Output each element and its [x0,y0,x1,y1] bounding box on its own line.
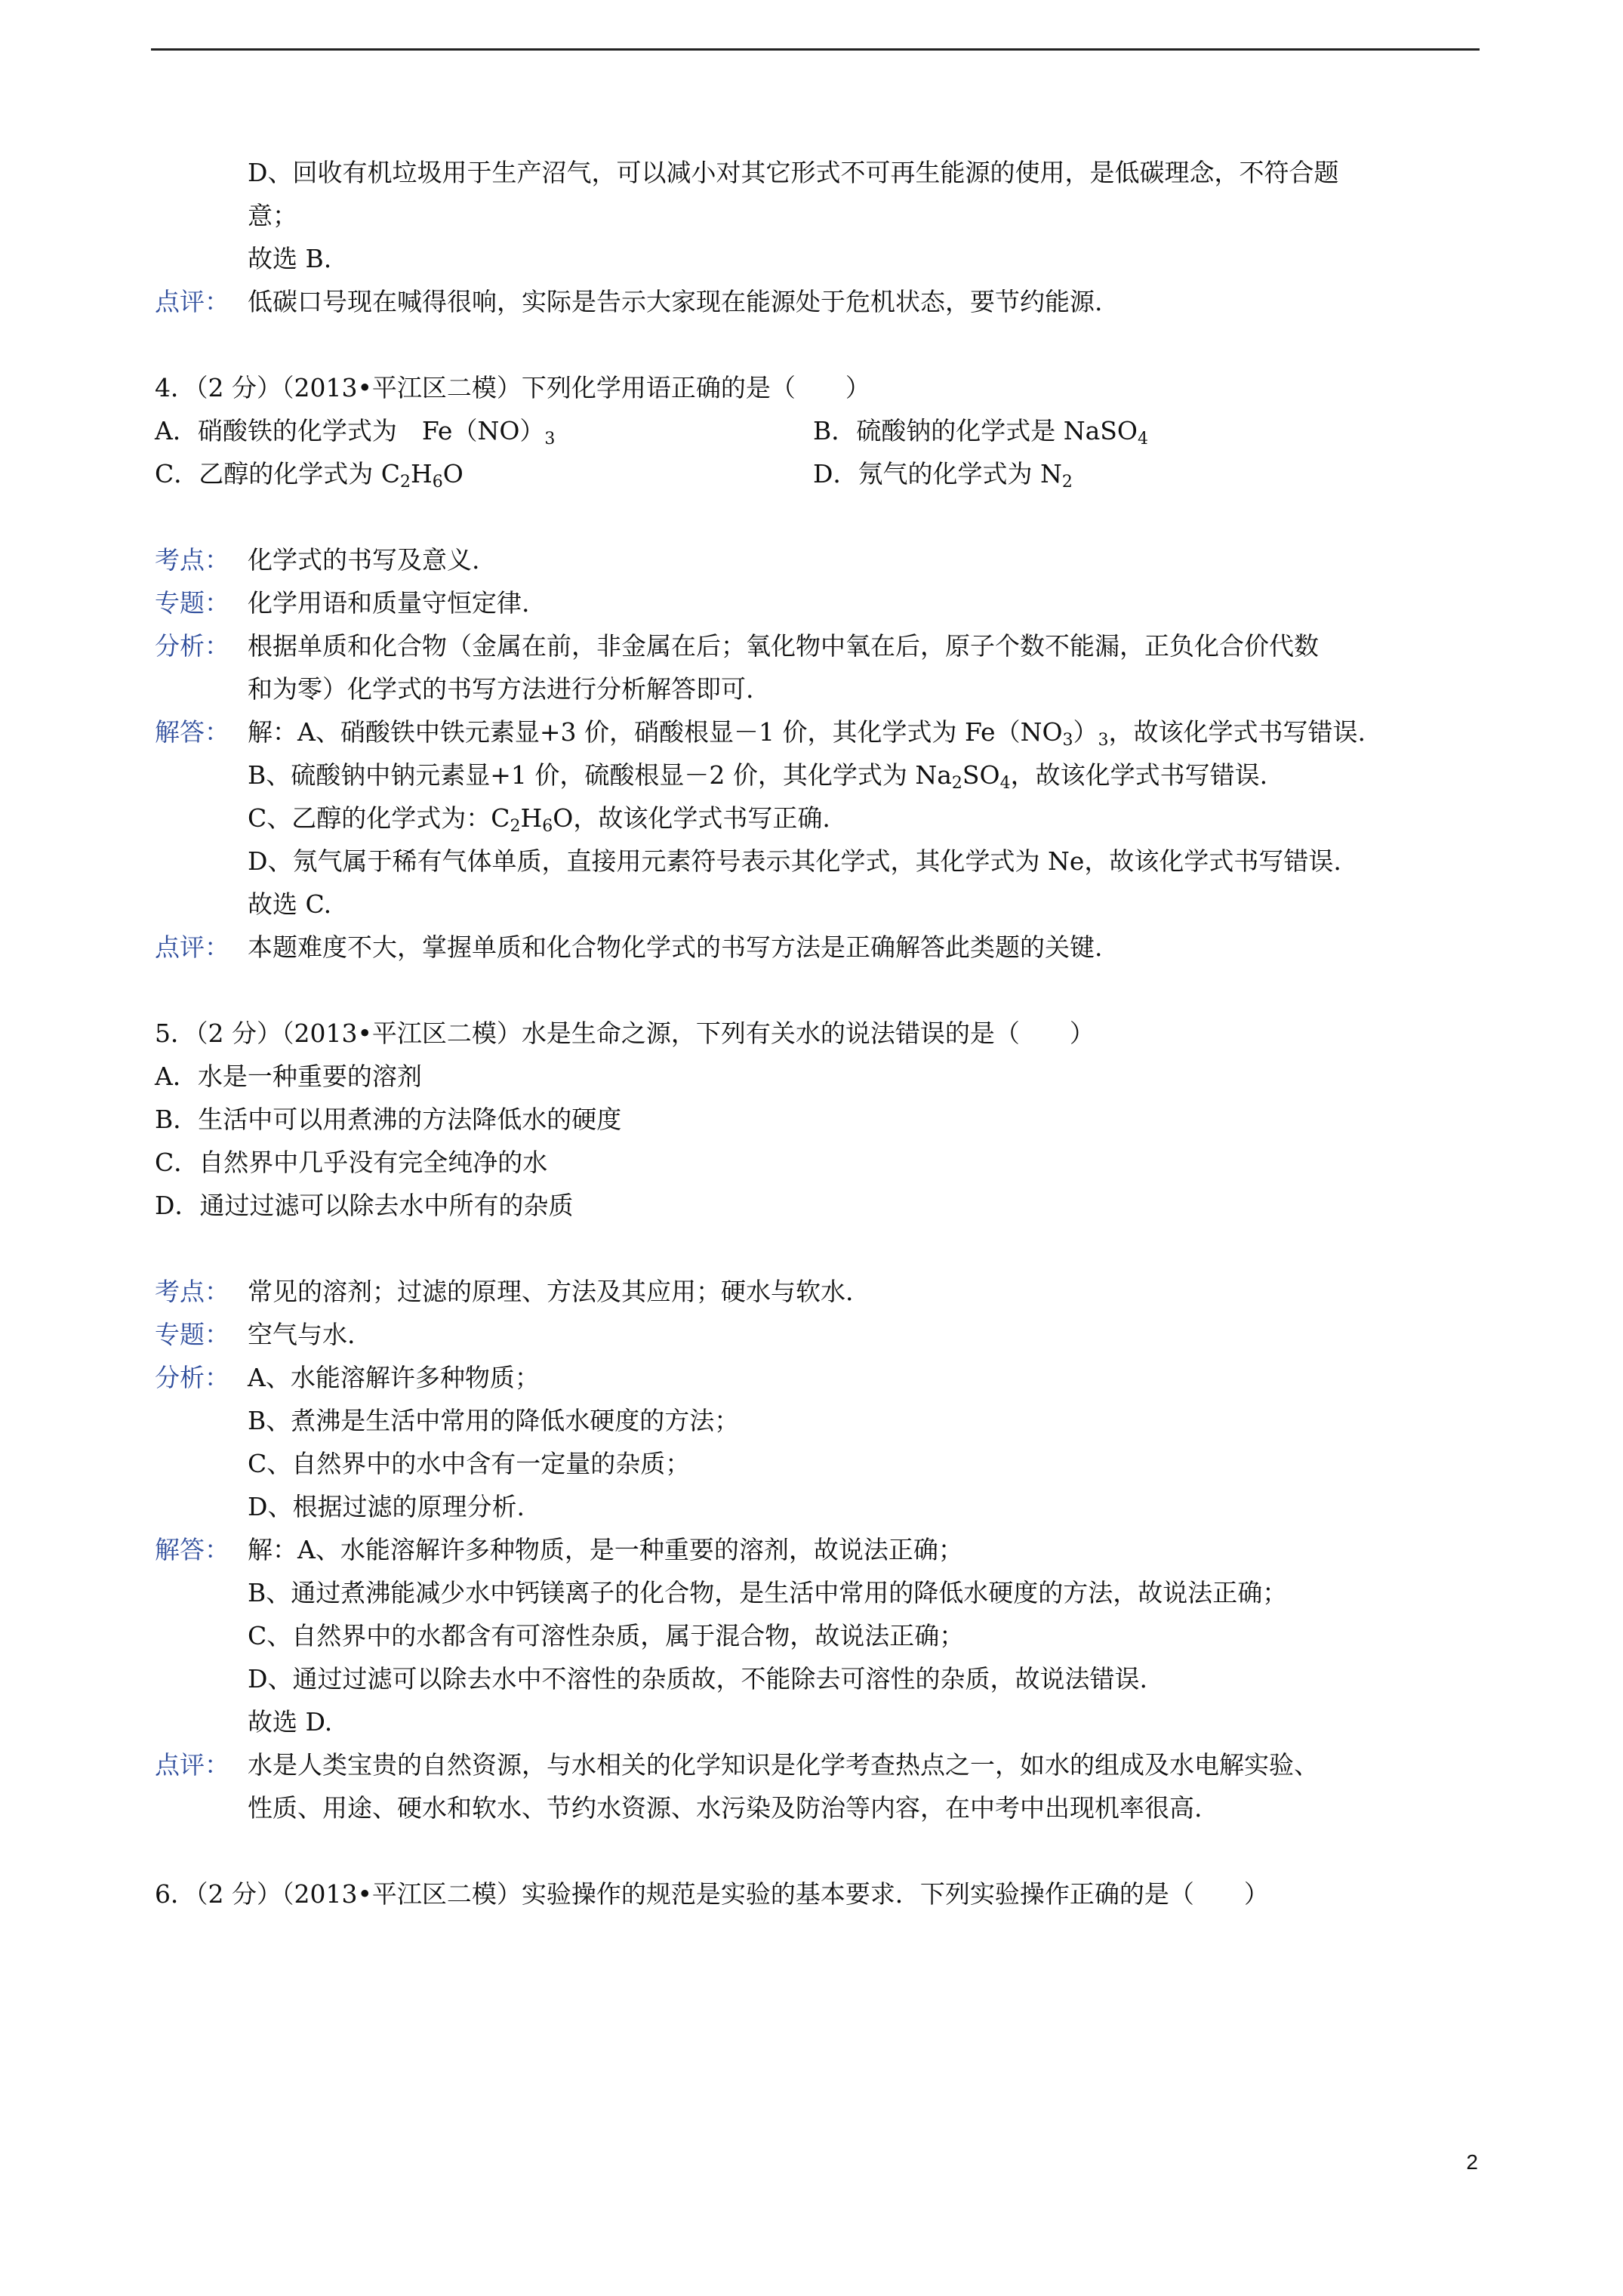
q4-answer: 故选 C. [248,889,332,919]
q5-option-c: C．自然界中几乎没有完全纯净的水 [155,1148,548,1177]
q4-jieda-c: C、乙醇的化学式为：$C_2H_6O$，故该化学式书写正确. [248,803,830,836]
q4-fenxi-cont: 和为零）化学式的书写方法进行分析解答即可. [248,674,754,704]
q4-options-row2 [155,452,1476,495]
comment-label: 点评： [155,1750,229,1780]
comment-label: 点评： [155,932,229,962]
jieda-label: 解答： [155,717,229,747]
q4-jieda-a: 解答： 解：A、硝酸铁中铁元素显+3 价，硝酸根显－1 价，其化学式为 $Fe(NO_3)_3$，故该化学式书写错误. [155,710,1476,754]
q5-fenxi-b: B、煮沸是生活中常用的降低水硬度的方法； [248,1406,740,1435]
zhuanti-label: 专题： [155,1320,229,1349]
zhuanti-label: 专题： [155,588,229,618]
comment-label: 点评： [155,287,229,316]
kaodian-label: 考点： [155,1277,229,1306]
q5-fenxi: 分析： A、水能溶解许多种物质； [155,1356,1476,1399]
q5-option-a: A．水是一种重要的溶剂 [155,1062,422,1091]
q4-kaodian: 考点： 化学式的书写及意义. [155,538,1476,581]
q5-jieda: 解答： 解：A、水能溶解许多种物质，是一种重要的溶剂，故说法正确； [155,1528,1476,1571]
jieda-label: 解答： [155,1535,229,1564]
q4-fenxi: 分析： 根据单质和化合物（金属在前，非金属在后；氧化物中氧在后，原子个数不能漏，正负化合价代数 [155,624,1476,667]
fenxi-label: 分析： [155,1363,229,1392]
q4-jieda-b: B、硫酸钠中钠元素显+1 价，硫酸根显－2 价，其化学式为 $Na_2SO_4$，故该化学式书写错误. [248,760,1268,793]
q3-comment [155,280,1476,323]
q5-option-b: B．生活中可以用煮沸的方法降低水的硬度 [155,1105,622,1134]
q5-jieda-d: D、通过过滤可以除去水中不溶性的杂质故，不能除去可溶性的杂质，故说法错误. [248,1664,1147,1693]
kaodian-label: 考点： [155,545,229,575]
q4-options-row1 [155,409,1476,452]
q4-option-c: C．乙醇的化学式为 $C_2H_6O$ [155,459,463,492]
q4-comment: 点评： 本题难度不大，掌握单质和化合物化学式的书写方法是正确解答此类题的关键. [155,926,1476,969]
q5-stem: 5．（2 分）（2013•平江区二模）水是生命之源，下列有关水的说法错误的是（ ） [155,1019,1095,1048]
q3-comment-text: 低碳口号现在喊得很响，实际是告示大家现在能源处于危机状态，要节约能源. [248,287,1103,316]
q5-fenxi-d: D、根据过滤的原理分析. [248,1492,525,1521]
q6-stem: 6．（2 分）（2013•平江区二模）实验操作的规范是实验的基本要求．下列实验操作正确的是（ ） [155,1879,1269,1909]
q5-jieda-b: B、通过煮沸能减少水中钙镁离子的化合物，是生活中常用的降低水硬度的方法，故说法正确； [248,1578,1288,1607]
q3-answer: 故选 B. [248,244,332,273]
q4-stem: 4．（2 分）（2013•平江区二模）下列化学用语正确的是（ ） [155,373,870,402]
q5-kaodian: 考点： 常见的溶剂；过滤的原理、方法及其应用；硬水与软水. [155,1270,1476,1313]
q4-zhuanti: 专题： 化学用语和质量守恒定律. [155,581,1476,624]
page-number: 2 [1466,2150,1478,2174]
q4-option-a: A．硝酸铁的化学式为 $Fe(NO)_3$ [155,416,556,448]
q4-option-b: B．硫酸钠的化学式是 NaSO$_4$ [813,416,1148,448]
q5-comment: 点评： 水是人类宝贵的自然资源，与水相关的化学知识是化学考查热点之一，如水的组成及水电解实验、 [155,1743,1476,1786]
q5-jieda-c: C、自然界中的水都含有可溶性杂质，属于混合物，故说法正确； [248,1621,965,1650]
q5-option-d: D．通过过滤可以除去水中所有的杂质 [155,1191,574,1220]
document-body [155,151,1476,1915]
q5-zhuanti: 专题： 空气与水. [155,1313,1476,1356]
q3-option-d-analysis-line2: 意； [248,201,297,230]
q5-comment-cont: 性质、用途、硬水和软水、节约水资源、水污染及防治等内容，在中考中出现机率很高. [248,1793,1203,1823]
fenxi-label: 分析： [155,631,229,661]
q4-jieda-d: D、氖气属于稀有气体单质，直接用元素符号表示其化学式，其化学式为 Ne，故该化学式书写错误. [248,846,1341,876]
q4-option-d: D．氖气的化学式为 $N_2$ [813,459,1073,492]
q5-answer: 故选 D. [248,1707,333,1737]
q5-fenxi-c: C、自然界中的水中含有一定量的杂质； [248,1449,691,1478]
header-rule [151,48,1480,51]
q3-option-d-analysis-line1: D、回收有机垃圾用于生产沼气，可以减小对其它形式不可再生能源的使用，是低碳理念，不符合题 [248,158,1339,187]
